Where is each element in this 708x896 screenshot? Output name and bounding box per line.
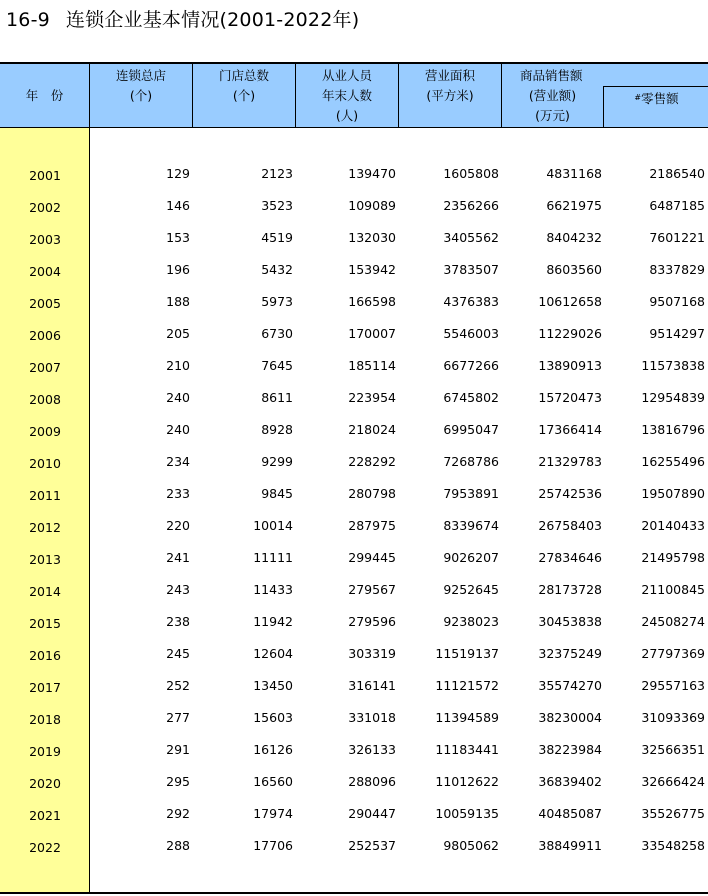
- cell-area: 6995047: [443, 422, 499, 437]
- table-row: [0, 542, 708, 574]
- header-stores: [193, 64, 296, 128]
- cell-sales: 21329783: [538, 454, 602, 469]
- cell-retail: 35526775: [641, 806, 705, 821]
- cell-retail: 32566351: [641, 742, 705, 757]
- header-retail: [605, 86, 708, 128]
- cell-employees: 252537: [348, 838, 396, 853]
- table-row: [0, 510, 708, 542]
- cell-sales: 8603560: [546, 262, 602, 277]
- table-row: [0, 798, 708, 830]
- header-sales-group: 商品销售额: [520, 68, 583, 83]
- cell-employees: 290447: [348, 806, 396, 821]
- cell-sales: 36839402: [538, 774, 602, 789]
- cell-chains: 153: [166, 230, 190, 245]
- cell-employees: 185114: [348, 358, 396, 373]
- cell-retail: 6487185: [649, 198, 705, 213]
- header-chains-label: 连锁总店: [115, 68, 166, 83]
- cell-retail: 8337829: [649, 262, 705, 277]
- header-chains-unit: (个): [129, 88, 153, 103]
- retail-footnote-mark: #: [634, 93, 642, 102]
- cell-stores: 10014: [253, 518, 293, 533]
- cell-year: 2013: [29, 552, 61, 567]
- cell-chains: 292: [166, 806, 190, 821]
- cell-retail: 20140433: [641, 518, 705, 533]
- table-row: [0, 446, 708, 478]
- cell-area: 11519137: [435, 646, 499, 661]
- table-row: [0, 638, 708, 670]
- cell-stores: 6730: [261, 326, 293, 341]
- header-sales: [502, 86, 604, 128]
- cell-retail: 11573838: [641, 358, 705, 373]
- cell-employees: 279567: [348, 582, 396, 597]
- table-row: [0, 702, 708, 734]
- cell-stores: 11942: [253, 614, 293, 629]
- cell-chains: 295: [166, 774, 190, 789]
- cell-retail: 21100845: [641, 582, 705, 597]
- cell-stores: 16560: [253, 774, 293, 789]
- cell-chains: 243: [166, 582, 190, 597]
- header-retail-label: 零售额: [641, 91, 679, 106]
- cell-chains: 196: [166, 262, 190, 277]
- cell-year: 2010: [29, 456, 61, 471]
- table-row: [0, 734, 708, 766]
- table-row: [0, 158, 708, 190]
- cell-area: 1605808: [443, 166, 499, 181]
- cell-employees: 218024: [348, 422, 396, 437]
- cell-retail: 29557163: [641, 678, 705, 693]
- cell-stores: 7645: [261, 358, 293, 373]
- cell-chains: 234: [166, 454, 190, 469]
- cell-area: 9238023: [443, 614, 499, 629]
- cell-year: 2020: [29, 776, 61, 791]
- cell-year: 2001: [29, 168, 61, 183]
- cell-year: 2011: [29, 488, 61, 503]
- table-row: [0, 830, 708, 862]
- header-stores-unit: (个): [232, 88, 256, 103]
- cell-employees: 228292: [348, 454, 396, 469]
- cell-retail: 9507168: [649, 294, 705, 309]
- cell-employees: 139470: [348, 166, 396, 181]
- cell-retail: 31093369: [641, 710, 705, 725]
- cell-retail: 27797369: [641, 646, 705, 661]
- cell-employees: 170007: [348, 326, 396, 341]
- header-employees-label-2: 年末人数: [321, 88, 372, 103]
- cell-area: 2356266: [443, 198, 499, 213]
- cell-retail: 12954839: [641, 390, 705, 405]
- cell-retail: 2186540: [649, 166, 705, 181]
- cell-sales: 27834646: [538, 550, 602, 565]
- header-year-label: 年 份: [25, 88, 64, 103]
- cell-retail: 13816796: [641, 422, 705, 437]
- cell-stores: 16126: [253, 742, 293, 757]
- cell-area: 3783507: [443, 262, 499, 277]
- cell-area: 8339674: [443, 518, 499, 533]
- cell-stores: 5973: [261, 294, 293, 309]
- cell-year: 2005: [29, 296, 61, 311]
- cell-area: 11012622: [435, 774, 499, 789]
- cell-stores: 13450: [253, 678, 293, 693]
- cell-year: 2017: [29, 680, 61, 695]
- cell-sales: 40485087: [538, 806, 602, 821]
- cell-sales: 38230004: [538, 710, 602, 725]
- cell-sales: 26758403: [538, 518, 602, 533]
- cell-year: 2022: [29, 840, 61, 855]
- cell-year: 2009: [29, 424, 61, 439]
- cell-area: 7953891: [443, 486, 499, 501]
- cell-retail: 32666424: [641, 774, 705, 789]
- cell-year: 2018: [29, 712, 61, 727]
- cell-stores: 9845: [261, 486, 293, 501]
- cell-year: 2014: [29, 584, 61, 599]
- cell-area: 7268786: [443, 454, 499, 469]
- table-row: [0, 286, 708, 318]
- table-row: [0, 766, 708, 798]
- cell-chains: 240: [166, 422, 190, 437]
- table-row: [0, 318, 708, 350]
- cell-chains: 277: [166, 710, 190, 725]
- table-bottom-rule: [0, 892, 708, 894]
- cell-chains: 210: [166, 358, 190, 373]
- cell-chains: 240: [166, 390, 190, 405]
- chain-enterprise-table: [0, 62, 708, 896]
- cell-retail: 33548258: [641, 838, 705, 853]
- cell-retail: 19507890: [641, 486, 705, 501]
- cell-year: 2007: [29, 360, 61, 375]
- cell-retail: 16255496: [641, 454, 705, 469]
- cell-sales: 15720473: [538, 390, 602, 405]
- cell-year: 2016: [29, 648, 61, 663]
- cell-stores: 11433: [253, 582, 293, 597]
- cell-employees: 299445: [348, 550, 396, 565]
- cell-area: 5546003: [443, 326, 499, 341]
- cell-sales: 6621975: [546, 198, 602, 213]
- table-row: [0, 606, 708, 638]
- cell-year: 2015: [29, 616, 61, 631]
- cell-stores: 5432: [261, 262, 293, 277]
- table-row: [0, 254, 708, 286]
- cell-employees: 153942: [348, 262, 396, 277]
- cell-sales: 8404232: [546, 230, 602, 245]
- cell-sales: 17366414: [538, 422, 602, 437]
- cell-stores: 8928: [261, 422, 293, 437]
- cell-year: 2019: [29, 744, 61, 759]
- cell-employees: 109089: [348, 198, 396, 213]
- cell-sales: 38849911: [538, 838, 602, 853]
- header-area-unit: (平方米): [426, 88, 474, 103]
- cell-sales: 38223984: [538, 742, 602, 757]
- cell-area: 9026207: [443, 550, 499, 565]
- cell-year: 2021: [29, 808, 61, 823]
- cell-chains: 146: [166, 198, 190, 213]
- cell-sales: 30453838: [538, 614, 602, 629]
- cell-employees: 166598: [348, 294, 396, 309]
- header-employees: [296, 64, 399, 128]
- cell-chains: 241: [166, 550, 190, 565]
- table-row: [0, 190, 708, 222]
- cell-area: 10059135: [435, 806, 499, 821]
- cell-retail: 7601221: [649, 230, 705, 245]
- cell-chains: 245: [166, 646, 190, 661]
- cell-stores: 17706: [253, 838, 293, 853]
- cell-stores: 11111: [253, 550, 293, 565]
- cell-area: 11121572: [435, 678, 499, 693]
- cell-year: 2002: [29, 200, 61, 215]
- cell-sales: 10612658: [538, 294, 602, 309]
- table-header: [0, 62, 708, 128]
- cell-sales: 25742536: [538, 486, 602, 501]
- cell-employees: 316141: [348, 678, 396, 693]
- cell-chains: 205: [166, 326, 190, 341]
- header-sales-label: (营业额): [528, 88, 577, 103]
- cell-stores: 4519: [261, 230, 293, 245]
- header-area: [399, 64, 502, 128]
- table-row: [0, 478, 708, 510]
- cell-sales: 28173728: [538, 582, 602, 597]
- cell-sales: 4831168: [546, 166, 602, 181]
- page-title: [6, 8, 359, 32]
- cell-area: 6745802: [443, 390, 499, 405]
- cell-year: 2006: [29, 328, 61, 343]
- cell-area: 9805062: [443, 838, 499, 853]
- cell-employees: 287975: [348, 518, 396, 533]
- cell-sales: 11229026: [538, 326, 602, 341]
- cell-year: 2008: [29, 392, 61, 407]
- cell-employees: 331018: [348, 710, 396, 725]
- cell-area: 11183441: [435, 742, 499, 757]
- cell-chains: 252: [166, 678, 190, 693]
- cell-sales: 13890913: [538, 358, 602, 373]
- cell-employees: 326133: [348, 742, 396, 757]
- cell-chains: 220: [166, 518, 190, 533]
- header-employees-unit: (人): [335, 108, 359, 123]
- cell-employees: 223954: [348, 390, 396, 405]
- table-row: [0, 222, 708, 254]
- table-row: [0, 670, 708, 702]
- cell-employees: 132030: [348, 230, 396, 245]
- cell-area: 6677266: [443, 358, 499, 373]
- cell-area: 4376383: [443, 294, 499, 309]
- header-employees-label: 从业人员: [321, 68, 372, 83]
- cell-retail: 24508274: [641, 614, 705, 629]
- cell-stores: 12604: [253, 646, 293, 661]
- cell-chains: 291: [166, 742, 190, 757]
- cell-year: 2003: [29, 232, 61, 247]
- header-stores-label: 门店总数: [218, 68, 269, 83]
- cell-employees: 280798: [348, 486, 396, 501]
- header-year: [0, 64, 90, 128]
- table-row: [0, 350, 708, 382]
- cell-chains: 188: [166, 294, 190, 309]
- cell-chains: 233: [166, 486, 190, 501]
- table-number: 16-9: [6, 9, 50, 31]
- cell-year: 2012: [29, 520, 61, 535]
- cell-year: 2004: [29, 264, 61, 279]
- cell-retail: 9514297: [649, 326, 705, 341]
- cell-chains: 238: [166, 614, 190, 629]
- cell-chains: 129: [166, 166, 190, 181]
- cell-sales: 35574270: [538, 678, 602, 693]
- cell-area: 3405562: [443, 230, 499, 245]
- cell-stores: 3523: [261, 198, 293, 213]
- cell-stores: 8611: [261, 390, 293, 405]
- cell-stores: 9299: [261, 454, 293, 469]
- table-title: 连锁企业基本情况(2001-2022年): [65, 9, 360, 31]
- table-row: [0, 382, 708, 414]
- table-row: [0, 414, 708, 446]
- cell-chains: 288: [166, 838, 190, 853]
- header-sales-unit: (万元): [535, 108, 570, 123]
- cell-area: 11394589: [435, 710, 499, 725]
- cell-stores: 15603: [253, 710, 293, 725]
- cell-stores: 17974: [253, 806, 293, 821]
- cell-retail: 21495798: [641, 550, 705, 565]
- table-row: [0, 574, 708, 606]
- cell-sales: 32375249: [538, 646, 602, 661]
- cell-stores: 2123: [261, 166, 293, 181]
- header-area-label: 营业面积: [424, 68, 475, 83]
- cell-area: 9252645: [443, 582, 499, 597]
- cell-employees: 288096: [348, 774, 396, 789]
- header-chains: [90, 64, 193, 128]
- cell-employees: 279596: [348, 614, 396, 629]
- cell-employees: 303319: [348, 646, 396, 661]
